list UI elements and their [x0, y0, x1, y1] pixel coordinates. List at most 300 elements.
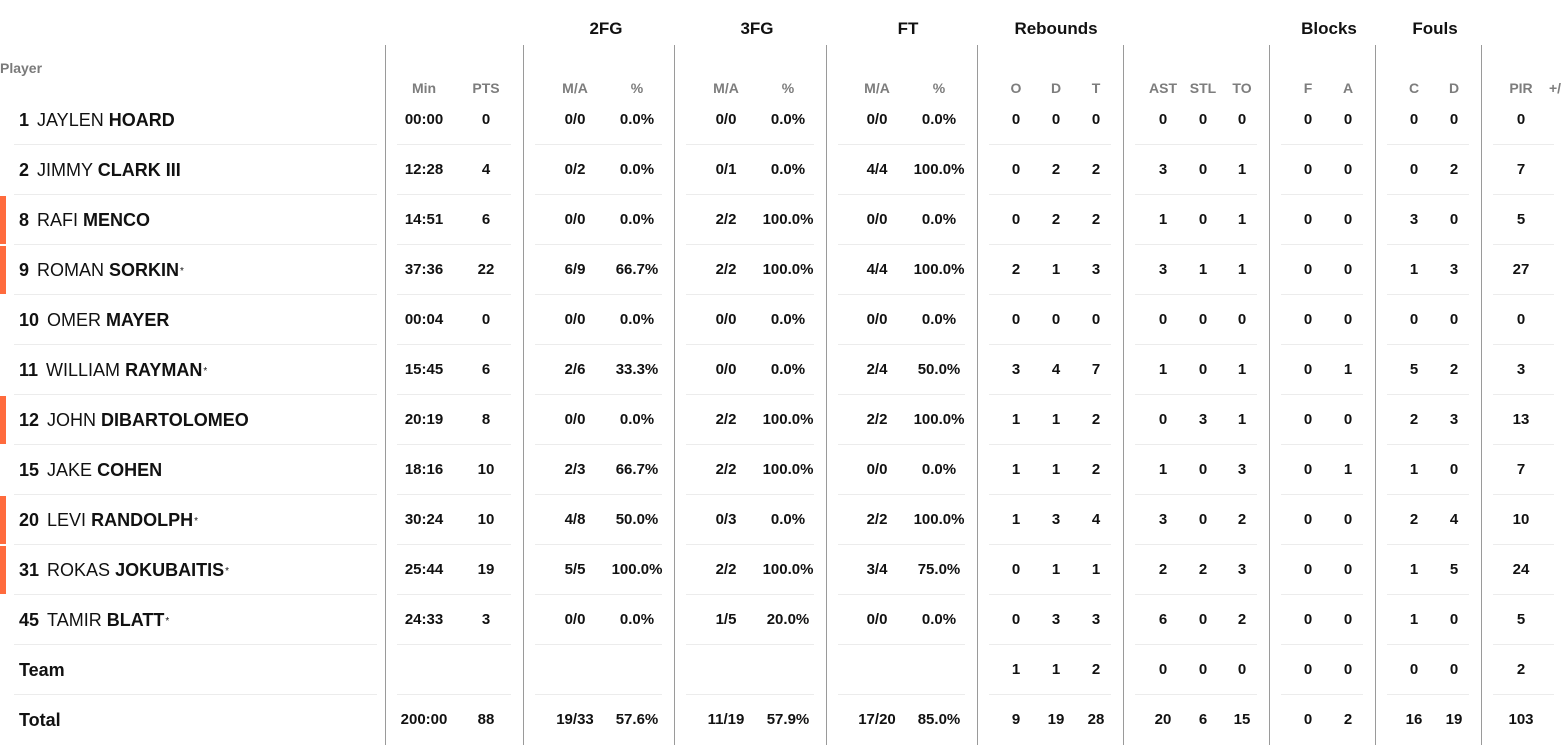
cell-3fg-percent: 0.0% [770, 311, 806, 328]
cell-offensive-rebounds: 2 [1011, 261, 1021, 278]
cell-total-rebounds: 1 [1091, 561, 1101, 578]
cell-min: 200:00 [400, 711, 448, 728]
player-first-name: WILLIAM [46, 360, 121, 380]
col-header-ft-percent[interactable]: % [932, 80, 946, 96]
cell-fouls-committed: 1 [1409, 611, 1419, 628]
cell-total-rebounds: 2 [1091, 211, 1101, 228]
cell-3fg-percent: 100.0% [762, 461, 814, 478]
cell-assists: 6 [1158, 611, 1168, 628]
cell-turnovers: 0 [1237, 311, 1247, 328]
cell-total-rebounds: 0 [1091, 111, 1101, 128]
cell-min: 18:16 [404, 461, 444, 478]
cell-steals: 0 [1198, 211, 1208, 228]
cell-offensive-rebounds: 0 [1011, 211, 1021, 228]
player-last-name: MAYER [106, 310, 170, 330]
cell-assists: 1 [1158, 211, 1168, 228]
cell-2fg-percent [607, 645, 667, 695]
cell-defensive-rebounds: 1 [1051, 411, 1061, 428]
cell-ft-made-attempted: 0/0 [866, 461, 888, 478]
cell-blocks-favor: 0 [1303, 461, 1313, 478]
cell-fouls-drawn: 3 [1449, 261, 1459, 278]
cell-fouls-committed: 3 [1409, 211, 1419, 228]
cell-offensive-rebounds: 0 [1011, 111, 1021, 128]
cell-blocks-against: 1 [1343, 461, 1353, 478]
cell-ft-percent: 0.0% [921, 461, 957, 478]
player-number: 1 [19, 110, 30, 130]
cell-blocks-favor: 0 [1303, 611, 1313, 628]
player-name-link[interactable] [19, 445, 162, 495]
cell-defensive-rebounds: 3 [1051, 511, 1061, 528]
cell-total-rebounds: 0 [1091, 311, 1101, 328]
player-number: 31 [19, 560, 40, 580]
starter-icon: * [165, 616, 170, 627]
cell-2fg-made-attempted: 0/0 [564, 311, 586, 328]
cell-fouls-drawn: 5 [1449, 561, 1459, 578]
cell-3fg-made-attempted [701, 645, 751, 695]
cell-min: 00:00 [404, 111, 444, 128]
player-number: 12 [19, 410, 40, 430]
player-name-link[interactable] [19, 595, 169, 645]
cell-defensive-rebounds: 1 [1051, 661, 1061, 678]
cell-2fg-percent: 0.0% [619, 411, 655, 428]
cell-blocks-favor: 0 [1303, 711, 1313, 728]
cell-defensive-rebounds: 2 [1051, 211, 1061, 228]
cell-turnovers: 1 [1237, 261, 1247, 278]
col-header-pir[interactable]: PIR [1509, 80, 1533, 96]
col-header-total-rebounds[interactable]: T [1091, 80, 1101, 96]
group-header-ft: FT [897, 19, 919, 38]
cell-fouls-committed: 1 [1409, 261, 1419, 278]
player-highlight-marker [0, 396, 6, 444]
player-last-name: RAYMAN [125, 360, 203, 380]
player-first-name: JAYLEN [37, 110, 104, 130]
cell-2fg-made-attempted: 2/6 [564, 361, 586, 378]
cell-blocks-against: 0 [1343, 311, 1353, 328]
cell-steals: 0 [1198, 161, 1208, 178]
table-row[interactable] [0, 245, 1566, 295]
cell-ft-made-attempted: 0/0 [866, 111, 888, 128]
cell-assists: 3 [1158, 261, 1168, 278]
cell-blocks-favor: 0 [1303, 161, 1313, 178]
cell-assists: 0 [1158, 661, 1168, 678]
cell-ft-made-attempted: 2/2 [866, 411, 888, 428]
cell-fouls-drawn: 3 [1449, 411, 1459, 428]
cell-fouls-committed: 1 [1409, 561, 1419, 578]
player-number: 9 [19, 260, 30, 280]
col-header-2fg-percent[interactable]: % [630, 80, 644, 96]
cell-2fg-percent: 50.0% [615, 511, 659, 528]
cell-pts: 6 [481, 211, 491, 228]
cell-pir: 0 [1516, 111, 1526, 128]
cell-ft-made-attempted: 4/4 [866, 261, 888, 278]
cell-pir: 7 [1516, 461, 1526, 478]
player-last-name: MENCO [83, 210, 151, 230]
cell-assists: 3 [1158, 511, 1168, 528]
starter-icon: * [225, 566, 229, 577]
group-header-fouls: Fouls [1412, 19, 1458, 38]
cell-2fg-made-attempted: 6/9 [564, 261, 586, 278]
group-header-3fg: 3FG [740, 19, 774, 38]
cell-3fg-percent: 0.0% [770, 161, 806, 178]
cell-total-rebounds: 2 [1091, 661, 1101, 678]
team-row [0, 645, 1566, 695]
cell-blocks-favor: 0 [1303, 111, 1313, 128]
cell-total-rebounds: 7 [1091, 361, 1101, 378]
player-highlight-marker [0, 196, 6, 244]
cell-assists: 2 [1158, 561, 1168, 578]
cell-blocks-against: 0 [1343, 261, 1353, 278]
cell-2fg-made-attempted: 2/3 [564, 461, 586, 478]
cell-2fg-made-attempted: 0/0 [564, 211, 586, 228]
cell-ft-made-attempted [852, 645, 902, 695]
player-first-name: TAMIR [47, 610, 102, 630]
table-row[interactable] [0, 95, 1566, 145]
cell-defensive-rebounds: 2 [1051, 161, 1061, 178]
cell-blocks-favor: 0 [1303, 311, 1313, 328]
cell-ft-made-attempted: 17/20 [858, 711, 896, 728]
cell-3fg-percent: 20.0% [766, 611, 810, 628]
cell-ft-made-attempted: 0/0 [866, 211, 888, 228]
cell-total-rebounds: 2 [1091, 411, 1101, 428]
cell-pir: 103 [1508, 711, 1534, 728]
cell-pir: 24 [1512, 561, 1530, 578]
col-header-3fg-percent[interactable]: % [781, 80, 795, 96]
player-first-name: JAKE [47, 460, 93, 480]
col-header-turnovers[interactable]: TO [1232, 80, 1252, 96]
player-number: 8 [19, 210, 30, 230]
cell-3fg-made-attempted: 0/1 [715, 161, 737, 178]
total-row [0, 695, 1566, 745]
cell-2fg-made-attempted: 0/0 [564, 611, 586, 628]
player-first-name: JIMMY [37, 160, 93, 180]
cell-3fg-made-attempted: 0/3 [715, 511, 737, 528]
cell-total-rebounds: 2 [1091, 461, 1101, 478]
cell-blocks-against: 0 [1343, 411, 1353, 428]
cell-blocks-against: 0 [1343, 511, 1353, 528]
group-header-2fg: 2FG [589, 19, 623, 38]
cell-defensive-rebounds: 0 [1051, 311, 1061, 328]
cell-pir: 5 [1516, 211, 1526, 228]
total-row-label: Total [19, 710, 61, 730]
cell-fouls-drawn: 4 [1449, 511, 1459, 528]
cell-fouls-drawn: 0 [1449, 611, 1459, 628]
cell-pts: 0 [481, 311, 491, 328]
cell-pir: 0 [1516, 311, 1526, 328]
table-row[interactable] [0, 345, 1566, 395]
cell-3fg-percent: 100.0% [762, 261, 814, 278]
cell-assists: 3 [1158, 161, 1168, 178]
cell-blocks-favor: 0 [1303, 261, 1313, 278]
player-name-link[interactable] [19, 395, 249, 445]
cell-total-rebounds: 2 [1091, 161, 1101, 178]
cell-turnovers: 15 [1233, 711, 1251, 728]
cell-blocks-favor: 0 [1303, 511, 1313, 528]
cell-fouls-committed: 0 [1409, 311, 1419, 328]
cell-3fg-made-attempted: 11/19 [707, 711, 745, 728]
cell-ft-percent: 100.0% [913, 411, 965, 428]
table-row[interactable] [0, 195, 1566, 245]
cell-2fg-percent: 0.0% [619, 311, 655, 328]
cell-fouls-drawn: 0 [1449, 311, 1459, 328]
player-last-name: JOKUBAITIS [115, 560, 225, 580]
cell-offensive-rebounds: 0 [1011, 161, 1021, 178]
cell-steals: 0 [1198, 361, 1208, 378]
cell-steals: 0 [1198, 311, 1208, 328]
player-first-name: JOHN [47, 410, 97, 430]
col-header-pts[interactable]: PTS [472, 80, 500, 96]
cell-pts: 10 [477, 511, 495, 528]
player-name-link[interactable] [19, 145, 181, 195]
cell-pir: 10 [1512, 511, 1530, 528]
starter-icon: * [180, 266, 184, 277]
cell-pts: 8 [481, 411, 491, 428]
col-header-3fg-made-attempted[interactable]: M/A [713, 80, 739, 96]
cell-min [394, 645, 454, 695]
col-header-ft-made-attempted[interactable]: M/A [864, 80, 890, 96]
cell-turnovers: 1 [1237, 161, 1247, 178]
cell-pts: 19 [477, 561, 495, 578]
cell-fouls-committed: 0 [1409, 161, 1419, 178]
table-row[interactable] [0, 445, 1566, 495]
cell-2fg-percent: 0.0% [619, 211, 655, 228]
cell-steals: 0 [1198, 461, 1208, 478]
cell-ft-made-attempted: 2/4 [866, 361, 888, 378]
player-number: 2 [19, 160, 30, 180]
cell-turnovers: 0 [1237, 661, 1247, 678]
cell-blocks-against: 0 [1343, 211, 1353, 228]
cell-blocks-against: 2 [1343, 711, 1353, 728]
cell-steals: 6 [1198, 711, 1208, 728]
cell-2fg-percent: 100.0% [611, 561, 663, 578]
cell-defensive-rebounds: 3 [1051, 611, 1061, 628]
cell-pts: 88 [477, 711, 495, 728]
cell-steals: 1 [1198, 261, 1208, 278]
cell-blocks-favor: 0 [1303, 561, 1313, 578]
table-row[interactable] [0, 595, 1566, 645]
player-name-link[interactable] [19, 245, 184, 295]
player-name-link[interactable] [19, 295, 169, 345]
cell-fouls-committed: 2 [1409, 511, 1419, 528]
cell-defensive-rebounds: 4 [1051, 361, 1061, 378]
cell-pts: 10 [477, 461, 495, 478]
cell-assists: 1 [1158, 461, 1168, 478]
player-last-name: BLATT [106, 610, 165, 630]
cell-3fg-made-attempted: 0/0 [715, 111, 737, 128]
cell-fouls-committed: 1 [1409, 461, 1419, 478]
col-header-plus-minus[interactable]: +/ [1549, 80, 1562, 96]
player-name-link[interactable] [19, 495, 198, 545]
cell-min: 37:36 [404, 261, 444, 278]
col-header-fouls-drawn[interactable]: D [1448, 80, 1460, 96]
table-row[interactable] [0, 495, 1566, 545]
cell-fouls-committed: 0 [1409, 111, 1419, 128]
cell-turnovers: 2 [1237, 611, 1247, 628]
cell-2fg-made-attempted: 0/0 [564, 111, 586, 128]
table-row[interactable] [0, 545, 1566, 595]
cell-assists: 20 [1154, 711, 1172, 728]
cell-total-rebounds: 3 [1091, 261, 1101, 278]
player-first-name: OMER [47, 310, 102, 330]
cell-2fg-percent: 0.0% [619, 111, 655, 128]
cell-2fg-percent: 33.3% [615, 361, 659, 378]
player-number: 45 [19, 610, 40, 630]
cell-ft-percent: 0.0% [921, 211, 957, 228]
cell-pir: 3 [1516, 361, 1526, 378]
cell-min: 25:44 [404, 561, 444, 578]
cell-blocks-against: 0 [1343, 561, 1353, 578]
cell-blocks-against: 0 [1343, 611, 1353, 628]
cell-3fg-percent: 0.0% [770, 111, 806, 128]
cell-offensive-rebounds: 0 [1011, 311, 1021, 328]
cell-3fg-made-attempted: 1/5 [715, 611, 737, 628]
starter-icon: * [203, 366, 208, 377]
group-header-rebounds: Rebounds [1014, 19, 1098, 38]
cell-assists: 1 [1158, 361, 1168, 378]
cell-2fg-percent: 66.7% [615, 461, 659, 478]
table-row[interactable] [0, 295, 1566, 345]
cell-blocks-against: 0 [1343, 161, 1353, 178]
cell-turnovers: 1 [1237, 361, 1247, 378]
cell-2fg-made-attempted: 0/0 [564, 411, 586, 428]
cell-blocks-favor: 0 [1303, 361, 1313, 378]
col-header-2fg-made-attempted[interactable]: M/A [562, 80, 588, 96]
cell-turnovers: 1 [1237, 411, 1247, 428]
player-last-name: CLARK III [97, 160, 181, 180]
player-last-name: RANDOLPH [91, 510, 194, 530]
cell-offensive-rebounds: 1 [1011, 461, 1021, 478]
cell-pir: 27 [1512, 261, 1530, 278]
cell-3fg-percent [758, 645, 818, 695]
cell-ft-percent: 100.0% [913, 161, 965, 178]
cell-pir: 7 [1516, 161, 1526, 178]
cell-min: 24:33 [404, 611, 444, 628]
cell-fouls-committed: 2 [1409, 411, 1419, 428]
cell-ft-percent: 0.0% [921, 111, 957, 128]
table-row[interactable] [0, 145, 1566, 195]
cell-ft-made-attempted: 4/4 [866, 161, 888, 178]
cell-assists: 0 [1158, 111, 1168, 128]
cell-2fg-percent: 66.7% [615, 261, 659, 278]
cell-fouls-drawn: 0 [1449, 461, 1459, 478]
player-last-name: SORKIN [109, 260, 180, 280]
cell-ft-made-attempted: 2/2 [866, 511, 888, 528]
cell-fouls-drawn: 2 [1449, 161, 1459, 178]
col-header-defensive-rebounds[interactable]: D [1050, 80, 1062, 96]
cell-3fg-made-attempted: 2/2 [715, 461, 737, 478]
team-row-label: Team [19, 660, 65, 680]
cell-total-rebounds: 4 [1091, 511, 1101, 528]
col-header-assists[interactable]: AST [1149, 80, 1177, 96]
player-name-link[interactable] [19, 195, 150, 245]
cell-fouls-drawn: 19 [1445, 711, 1463, 728]
cell-defensive-rebounds: 1 [1051, 561, 1061, 578]
player-number: 15 [19, 460, 40, 480]
cell-steals: 0 [1198, 511, 1208, 528]
cell-blocks-against: 1 [1343, 361, 1353, 378]
cell-total-rebounds: 3 [1091, 611, 1101, 628]
cell-steals: 0 [1198, 661, 1208, 678]
cell-min: 30:24 [404, 511, 444, 528]
cell-ft-percent: 75.0% [917, 561, 961, 578]
cell-blocks-favor: 0 [1303, 411, 1313, 428]
col-header-offensive-rebounds[interactable]: O [1010, 80, 1022, 96]
cell-turnovers: 2 [1237, 511, 1247, 528]
player-name-link[interactable] [19, 545, 229, 595]
player-highlight-marker [0, 546, 6, 594]
player-number: 11 [19, 360, 39, 380]
cell-blocks-against: 0 [1343, 111, 1353, 128]
cell-min: 15:45 [404, 361, 444, 378]
table-row[interactable] [0, 395, 1566, 445]
starter-icon: * [194, 516, 198, 527]
player-name-link[interactable] [19, 345, 207, 395]
cell-offensive-rebounds: 0 [1011, 611, 1021, 628]
cell-pir: 2 [1516, 661, 1526, 678]
player-last-name: HOARD [108, 110, 175, 130]
cell-fouls-committed: 16 [1405, 711, 1423, 728]
cell-assists: 0 [1158, 311, 1168, 328]
cell-3fg-percent: 0.0% [770, 511, 806, 528]
cell-assists: 0 [1158, 411, 1168, 428]
cell-offensive-rebounds: 0 [1011, 561, 1021, 578]
cell-pts: 4 [481, 161, 491, 178]
cell-3fg-percent: 100.0% [762, 411, 814, 428]
col-header-fouls-committed[interactable]: C [1408, 80, 1420, 96]
cell-ft-percent [909, 645, 969, 695]
cell-defensive-rebounds: 19 [1047, 711, 1065, 728]
cell-fouls-committed: 0 [1409, 661, 1419, 678]
cell-pts: 22 [477, 261, 495, 278]
player-first-name: LEVI [47, 510, 87, 530]
col-header-blocks-favor[interactable]: F [1303, 80, 1313, 96]
col-header-blocks-against[interactable]: A [1342, 80, 1354, 96]
cell-pir: 5 [1516, 611, 1526, 628]
cell-offensive-rebounds: 3 [1011, 361, 1021, 378]
cell-fouls-drawn: 2 [1449, 361, 1459, 378]
cell-min: 14:51 [404, 211, 444, 228]
cell-blocks-against: 0 [1343, 661, 1353, 678]
cell-ft-made-attempted: 3/4 [866, 561, 888, 578]
cell-2fg-made-attempted: 5/5 [564, 561, 586, 578]
cell-2fg-percent: 0.0% [619, 161, 655, 178]
cell-min: 12:28 [404, 161, 444, 178]
cell-fouls-drawn: 0 [1449, 111, 1459, 128]
cell-pir: 13 [1512, 411, 1530, 428]
cell-3fg-percent: 100.0% [762, 561, 814, 578]
player-last-name: COHEN [97, 460, 163, 480]
cell-steals: 0 [1198, 611, 1208, 628]
player-number: 10 [19, 310, 40, 330]
col-header-steals[interactable]: STL [1189, 80, 1217, 96]
player-first-name: RAFI [37, 210, 79, 230]
cell-2fg-percent: 57.6% [615, 711, 659, 728]
cell-offensive-rebounds: 1 [1011, 411, 1021, 428]
col-header-min[interactable]: Min [411, 80, 437, 96]
cell-defensive-rebounds: 1 [1051, 461, 1061, 478]
cell-ft-percent: 50.0% [917, 361, 961, 378]
cell-min: 00:04 [404, 311, 444, 328]
cell-3fg-made-attempted: 2/2 [715, 561, 737, 578]
player-number: 20 [19, 510, 40, 530]
cell-min: 20:19 [404, 411, 444, 428]
cell-3fg-made-attempted: 2/2 [715, 261, 737, 278]
cell-offensive-rebounds: 1 [1011, 511, 1021, 528]
player-name-link[interactable] [19, 95, 175, 145]
player-first-name: ROMAN [37, 260, 105, 280]
cell-3fg-percent: 100.0% [762, 211, 814, 228]
player-highlight-marker [0, 246, 6, 294]
cell-2fg-made-attempted: 4/8 [564, 511, 586, 528]
